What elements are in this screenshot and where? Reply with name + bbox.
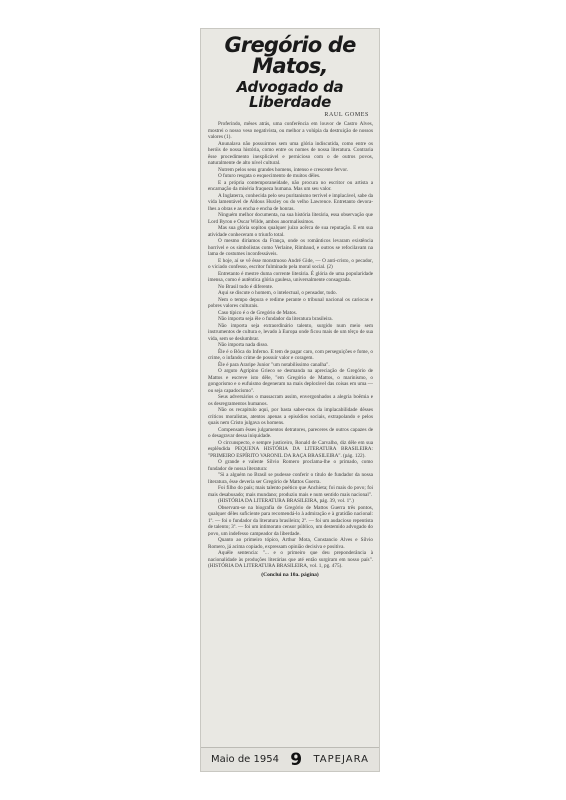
page-number: 9	[290, 749, 303, 770]
article-paragraph: Não importa nada disso.	[218, 342, 269, 348]
article-paragraph: "Si a alguém no Brasil se pudesse conferir o título de fundador da nossa literatura, êsse deveria ser Gregório de Mattos Guerra.	[208, 472, 373, 485]
article-paragraph: Não os recapitulo aqui, por basta saber-mos da implacabilidade dêsses críticos moralistas, atentos apenas a episódios sociais, extrapolando e pelos quais nem Cristo julgava os homens.	[208, 407, 373, 426]
article-paragraph: Aquêle sentencia: "... e o primeiro que deu preponderância à nacionalidade às produções literárias que até então surgiram em nosso país". (HISTÓRIA DA LITERATURA BRASILEIRA, vol. 1, pg. 475).	[208, 550, 373, 569]
article-paragraph: Foi filho do país; mais talento poético que Anchieta; foi mais do povo; foi mais desabusado; mais mundano; produziu mais e num sentido mais nacional".	[208, 485, 373, 498]
article-paragraph: Êle é o Bôca do Inferno. E tem de pagar caro, com perseguições e fome, o crime, o infando crime de possuir valor e coragem.	[208, 348, 373, 361]
article-paragraph: Nutrem pelos seus grandes homens, intenso e crescente fervor.	[218, 166, 348, 173]
article-paragraph: Entretanto é mestre duma corrente literária. É glória de uma popularidade imensa, como é autêntica glória gaulesa, universalmente consagrada.	[208, 270, 373, 283]
article-paragraph: Seus adversários o massacram assim, envergonhados a alegria boêmia e os desregramentos humanos.	[208, 394, 373, 407]
continuation-note: (Conclui na 10a. página)	[261, 571, 319, 578]
article-paragraph: (HISTÓRIA DA LITERATURA BRASILEIRA, pág. 39, vol. 1º.)	[218, 498, 354, 504]
publication-name: TAPEJARA	[313, 754, 369, 765]
article-paragraph: Aqui se discute o homem, o intelectual, o pensador, tudo.	[218, 290, 337, 296]
article-paragraph: Ninguém melhor documenta, na sua história literária, essa observação que Lord Byron e Oscar Wilde, ambos anormalíssimos.	[208, 212, 373, 225]
article-title-line2: Advogado da Liberdade	[236, 78, 344, 111]
article-paragraph: O grande e valente Sílvio Romero proclama-lhe o primado, como fundador de nossa literatura:	[208, 459, 373, 472]
article-paragraph: O arguto Agripino Grieco se desmanda na apreciação de Gregório de Mattos e escreve isto dêle, "em Gregório de Mattos, o marinismo, o gongorismo e o eufuismo degeneram na mais deplorável das coisas em uma — ou seja capadocismo".	[208, 368, 373, 394]
article-paragraph: Nem o tempo depura e redime perante o tribunal nacional os cariocas e pobres valores culturais.	[208, 296, 373, 309]
article-paragraph: O futuro resgata o esquecimento de muitos dêles.	[218, 173, 321, 179]
article-paragraph: O circunspecto, e sempre justiceiro, Ronald de Carvalho, diz dêle em sua esplêndida PEQUENA HISTÓRIA DA LITERATURA BRASILEIRA: "PRIMEIRO ESPÍRITO VARONIL DA RAÇA BRASILEIRA". (pág. 122).	[208, 439, 373, 459]
article-paragraph: Compensam êsses julgamentos detratores, pareceres de outros capazes de o desagravar dessa iniquidade.	[208, 426, 373, 439]
article-paragraph: E hoje, aí se vê êsse monstruoso André Gide, — O anti-cristo, o pecador, o viciado confesso, escritor fulminado pela moral social. (2)	[208, 257, 373, 270]
article-paragraph: A Inglaterra, conhecida pelo seu puritanismo terrível e implacável, sabe da vida lamentável de Aldous Huxley ou do velho Lawrence. Entretanto devora-lhes a obras e as encha e encha de honras.	[208, 192, 373, 212]
article-title-line1: Gregório de Matos,	[224, 33, 356, 78]
article-paragraph: Não importa seja êle o fundador da literatura brasileira.	[218, 316, 333, 322]
article-paragraph: Proferindo, mêses atrás, uma conferência em louvor de Castro Alves, mostrei o nosso veso negativista, ou melhor a volúpia da destruição de nossos valores (1).	[208, 121, 373, 140]
issue-date: Maio de 1954	[211, 754, 279, 765]
article-paragraph: Não importa seja extraordinário talento, surgido num meio sem instrumentos de cultura e, levado à Europa onde ficou mais de um têrço de sua vida, sem se deslumbrar.	[208, 322, 373, 342]
article-body	[201, 121, 379, 570]
article-title	[207, 35, 373, 110]
article-paragraph: O mesmo diríamos da França, onde os românticos levaram existência horrível e os simbolistas como Verlaine, Rimbaud, e outros se refocilavam na lama de costumes inconfessáveis.	[208, 238, 373, 257]
article-author: RAUL GOMES	[324, 112, 369, 118]
article-paragraph: Quanto ao primeiro tópico, Arthur Mota, Constancio Alves e Sílvio Romero, já acima copiado, expressam opinião decisiva e positiva.	[208, 537, 373, 550]
article-paragraph: Anunalava não possuirmos sem uma glória indiscutida, como entre os heróis de nossa história, como entre os nomes de nossa literatura. Contraria êsse procedimento inexplicável e pernicioso com o de outros povos, naturalmente de alto nível cultural.	[208, 140, 373, 166]
article-paragraph: Mas sua glória sopitou qualquer juízo acêrca de sua reputação. E em sua atividade conheceram o triunfo total.	[208, 225, 373, 238]
article-paragraph: No Brasil tudo é diferente.	[218, 283, 274, 290]
article-paragraph: E a própria contemporaneidade, não procura no escritor ou artista a encarnação da miséria fraqueza humana. Mas um seu valor.	[208, 179, 373, 192]
page-footer	[201, 747, 379, 771]
newspaper-clipping	[200, 28, 380, 772]
article-paragraph: Êle é para Araripe Junior "um notabilíssimo canalha".	[218, 361, 330, 368]
article-paragraph: Caso típico é o de Gregório de Matos.	[218, 309, 297, 316]
article-paragraph: Observam-se na biografia de Gregório de Mattos Guerra três pontos, qualquer dêles suficiente para recomendá-lo à admiração e à gratidão nacional: 1º. — foi o fundador da literatura brasileira; 2º. — foi um audacioso repentista de talento; 3º. — foi um intimorato censor público, um destemido advogado do povo, um indefesso campeador da liberdade.	[208, 504, 373, 537]
